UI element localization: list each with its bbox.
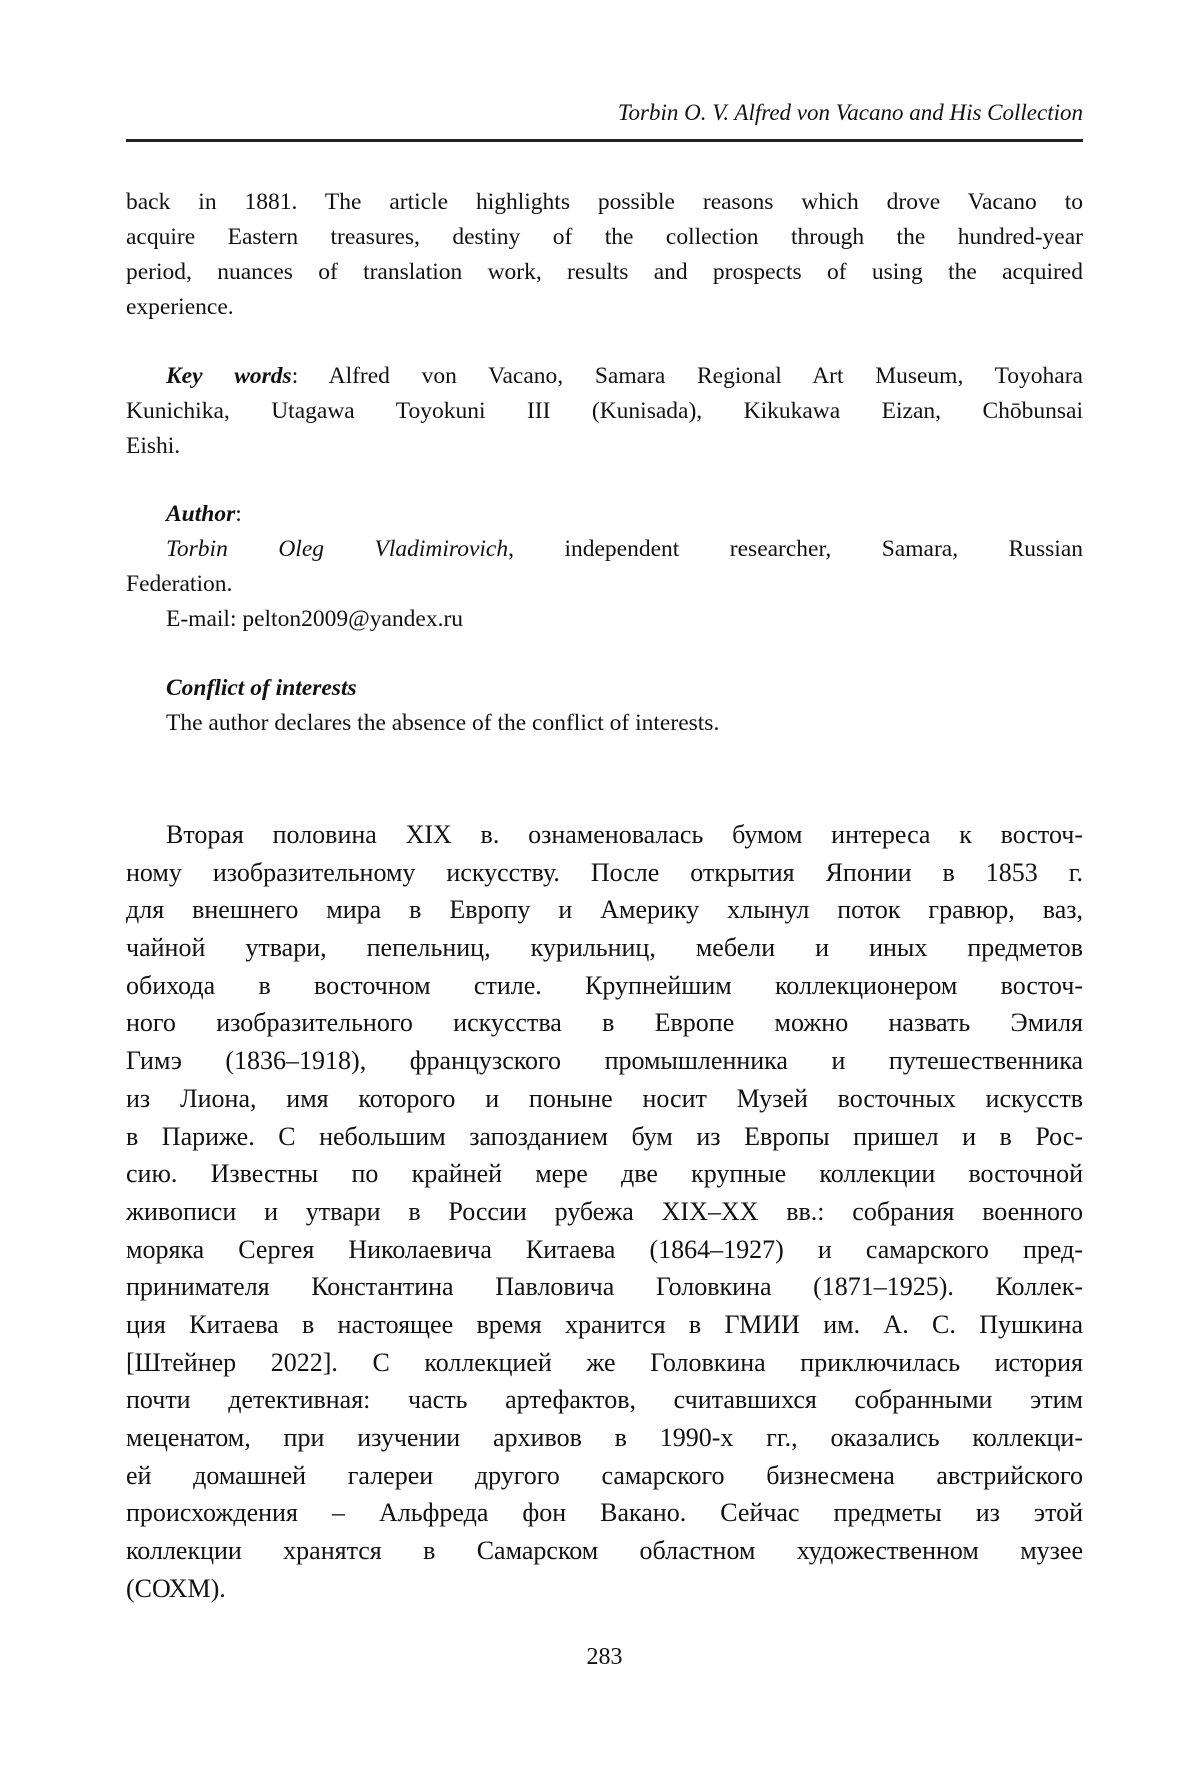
header-rule: [126, 139, 1083, 142]
body-line: ного изобразительного искусства в Европе можно назвать Эмиля: [126, 1004, 1083, 1042]
body-line: ей домашней галереи другого самарского бизнесмена австрийского: [126, 1457, 1083, 1495]
author-affiliation: , independent researcher, Samara, Russian: [508, 536, 1083, 562]
keywords-text: : Alfred von Vacano, Samara Regional Art Museum, Toyohara: [292, 363, 1083, 389]
keywords-line: Kunichika, Utagawa Toyokuni III (Kunisada), Kikukawa Eizan, Chōbunsai: [126, 394, 1083, 429]
author-line: [126, 532, 1083, 567]
body-line: принимателя Константина Павловича Головкина (1871–1925). Коллек-: [126, 1268, 1083, 1306]
abstract-line: experience.: [126, 290, 1083, 325]
body-line: в Париже. С небольшим запозданием бум из Европы пришел и в Рос-: [126, 1118, 1083, 1156]
body-line: ному изобразительному искусству. После открытия Японии в 1853 г.: [126, 854, 1083, 892]
author-line: Federation.: [126, 567, 1083, 602]
keywords-line: [126, 359, 1083, 394]
body-line: сию. Известны по крайней мере две крупные коллекции восточной: [126, 1155, 1083, 1193]
conflict-heading: Conflict of interests: [126, 671, 1083, 706]
body-line: почти детективная: часть артефактов, считавшихся собранными этим: [126, 1381, 1083, 1419]
author-label: Author: [166, 501, 235, 527]
body-line: моряка Сергея Николаевича Китаева (1864–1927) и самарского пред-: [126, 1231, 1083, 1269]
body-line: происхождения – Альфреда фон Вакано. Сейчас предметы из этой: [126, 1494, 1083, 1532]
page-number: 283: [126, 1644, 1083, 1671]
body-line: обихода в восточном стиле. Крупнейшим коллекционером восточ-: [126, 967, 1083, 1005]
keywords-paragraph: [126, 359, 1083, 464]
body-line: коллекции хранятся в Самарском областном художественном музее: [126, 1532, 1083, 1570]
abstract-line: period, nuances of translation work, results and prospects of using the acquired: [126, 255, 1083, 290]
keywords-label: Key words: [166, 363, 292, 389]
abstract-line: acquire Eastern treasures, destiny of the collection through the hundred-year: [126, 220, 1083, 255]
body-line: живописи и утвари в России рубежа XIX–XX вв.: собрания военного: [126, 1193, 1083, 1231]
body-line: для внешнего мира в Европу и Америку хлынул поток гравюр, ваз,: [126, 891, 1083, 929]
conflict-section: [126, 671, 1083, 741]
author-email[interactable]: E-mail: pelton2009@yandex.ru: [126, 602, 1083, 637]
abstract-paragraph: [126, 185, 1083, 325]
body-line: чайной утвари, пепельниц, курильниц, мебели и иных предметов: [126, 929, 1083, 967]
body-line: меценатом, при изучении архивов в 1990-х гг., оказались коллекци-: [126, 1419, 1083, 1457]
body-line: ция Китаева в настоящее время хранится в ГМИИ им. А. С. Пушкина: [126, 1306, 1083, 1344]
author-name: Torbin Oleg Vladimirovich: [166, 536, 508, 562]
body-line: [Штейнер 2022]. С коллекцией же Головкина приключилась история: [126, 1344, 1083, 1382]
body-line: из Лиона, имя которого и поныне носит Музей восточных искусств: [126, 1080, 1083, 1118]
body-line: (СОХМ).: [126, 1570, 1083, 1608]
author-section: [126, 497, 1083, 637]
body-line: Вторая половина XIX в. ознаменовалась бумом интереса к восточ-: [126, 816, 1083, 854]
author-heading: [126, 497, 1083, 532]
abstract-line: back in 1881. The article highlights possible reasons which drove Vacano to: [126, 185, 1083, 220]
running-title: Torbin O. V. Alfred von Vacano and His Collection: [126, 98, 1083, 128]
body-paragraph: [126, 816, 1083, 1607]
keywords-line: Eishi.: [126, 429, 1083, 464]
conflict-text: The author declares the absence of the conflict of interests.: [126, 706, 1083, 741]
author-colon: :: [235, 501, 242, 527]
body-line: Гимэ (1836–1918), французского промышленника и путешественника: [126, 1042, 1083, 1080]
